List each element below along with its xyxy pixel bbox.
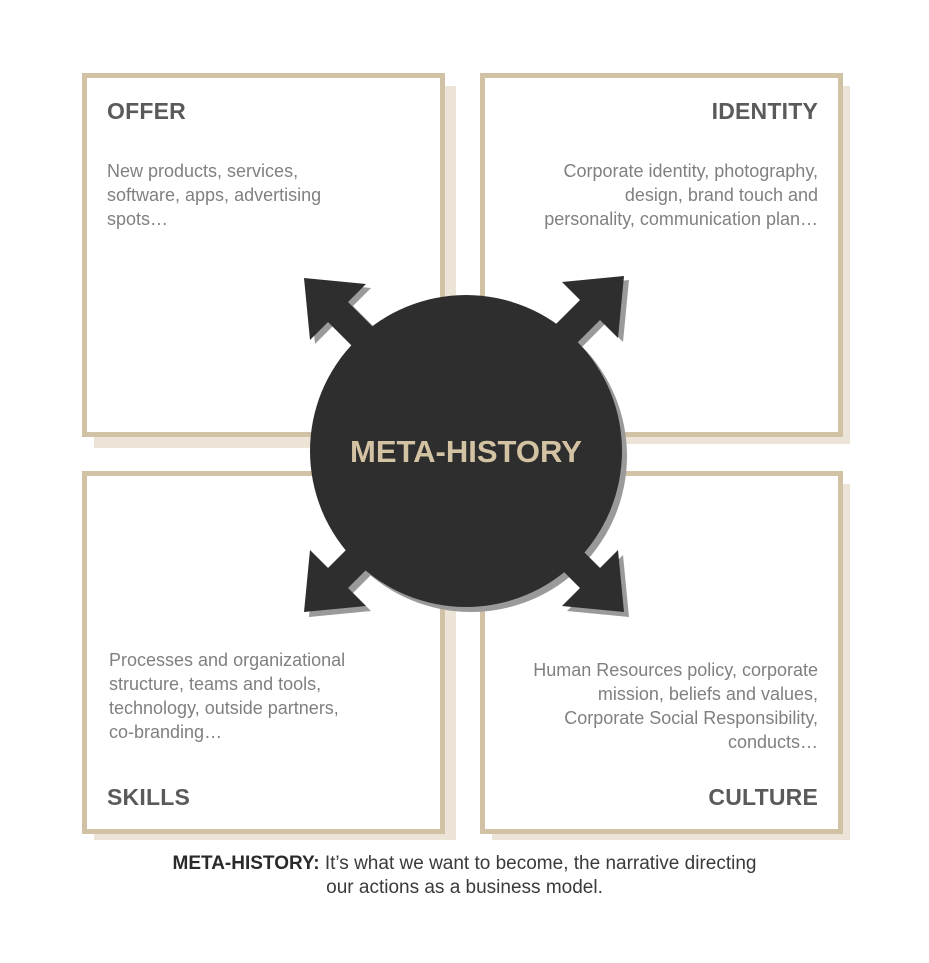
offer-title: OFFER xyxy=(107,98,186,124)
identity-description: Corporate identity, photography, design, brand touch and personality, communication plan… xyxy=(544,161,818,229)
caption-line-1 xyxy=(0,852,929,876)
caption-text-1: It’s what we want to become, the narrative directing xyxy=(324,853,757,874)
caption-text-2: our actions as a business model. xyxy=(326,877,603,898)
offer-description: New products, services, software, apps, advertising spots… xyxy=(107,161,322,229)
culture-title: CULTURE xyxy=(708,784,818,810)
caption xyxy=(0,852,929,900)
skills-title: SKILLS xyxy=(107,784,190,810)
hub-label: META-HISTORY xyxy=(350,434,582,469)
culture-description: Human Resources policy, corporate mission, beliefs and values, Corporate Social Responsibility, conducts… xyxy=(533,660,818,752)
identity-title: IDENTITY xyxy=(711,98,818,124)
caption-lead: META-HISTORY: xyxy=(172,853,320,874)
skills-description: Processes and organizational structure, teams and tools, technology, outside partners, co-branding… xyxy=(109,650,346,742)
